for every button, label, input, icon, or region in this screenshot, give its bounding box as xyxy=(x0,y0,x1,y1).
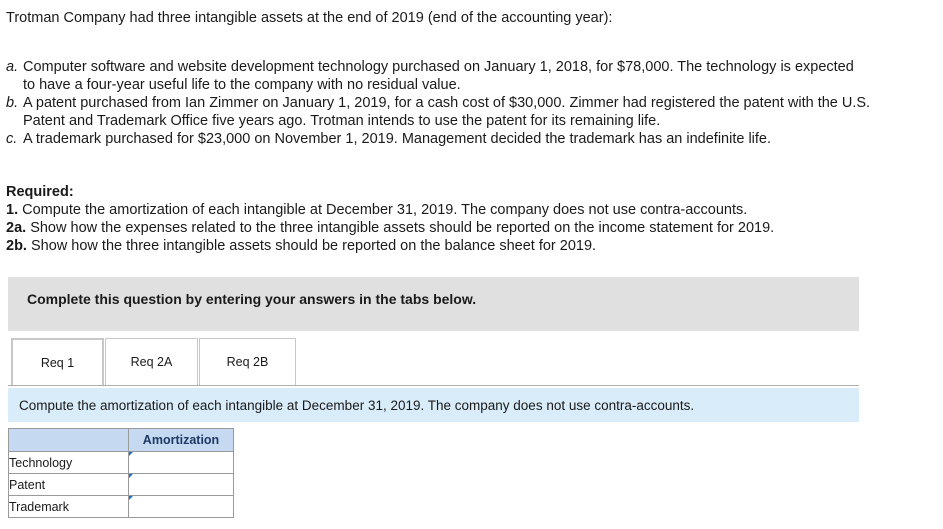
instruction-text: Complete this question by entering your answers in the tabs below. xyxy=(27,291,477,307)
table-row xyxy=(9,474,234,496)
asset-item-b xyxy=(6,94,940,130)
required-number: 1. xyxy=(6,202,19,218)
required-item-2b xyxy=(6,237,774,255)
required-item-1 xyxy=(6,201,774,219)
asset-item-a xyxy=(6,58,940,94)
tab-req-2a[interactable] xyxy=(105,338,198,386)
tab-label: Req 1 xyxy=(40,355,75,370)
amortization-column-header: Amortization xyxy=(129,429,234,452)
required-text: Compute the amortization of each intangible at December 31, 2019. The company does not use contra-accounts. xyxy=(18,202,748,218)
input-marker-icon xyxy=(129,496,133,500)
item-line: Computer software and website development technology purchased on January 1, 2018, for $78,000. The technology is expected xyxy=(23,59,854,75)
item-letter: c. xyxy=(6,131,18,147)
tab-description-text: Compute the amortization of each intangible at December 31, 2019. The company does not use contra-accounts. xyxy=(19,398,695,413)
technology-amortization-cell xyxy=(129,452,234,474)
tab-req-2b[interactable] xyxy=(199,338,296,386)
trademark-amortization-input[interactable] xyxy=(129,497,233,516)
trademark-amortization-cell xyxy=(129,496,234,518)
item-line: to have a four-year useful life to the company with no residual value. xyxy=(23,77,461,93)
row-label-technology: Technology xyxy=(9,452,129,474)
required-heading: Required: xyxy=(6,184,74,200)
required-number: 2a. xyxy=(6,220,27,236)
table-header-blank xyxy=(9,429,129,452)
item-line: Patent and Trademark Office five years ago. Trotman intends to use the patent for its remaining life. xyxy=(23,113,661,129)
item-letter: a. xyxy=(6,59,19,75)
tab-description-banner xyxy=(8,388,859,422)
input-marker-icon xyxy=(129,474,133,478)
tab-label: Req 2A xyxy=(130,355,173,369)
asset-list xyxy=(6,58,940,148)
item-line: A trademark purchased for $23,000 on November 1, 2019. Management decided the trademark has an indefinite life. xyxy=(23,131,772,147)
tab-divider xyxy=(8,385,859,386)
patent-amortization-cell xyxy=(129,474,234,496)
item-letter: b. xyxy=(6,95,19,111)
required-item-2a xyxy=(6,219,774,237)
problem-intro: Trotman Company had three intangible assets at the end of 2019 (end of the accounting year): xyxy=(6,10,613,26)
required-text: Show how the three intangible assets should be reported on the balance sheet for 2019. xyxy=(26,238,597,254)
row-label-patent: Patent xyxy=(9,474,129,496)
item-line: A patent purchased from Ian Zimmer on January 1, 2019, for a cash cost of $30,000. Zimmer had registered the patent with the U.S. xyxy=(23,95,871,111)
table-row xyxy=(9,452,234,474)
required-text: Show how the expenses related to the three intangible assets should be reported on the income statement for 2019. xyxy=(26,220,775,236)
tab-bar xyxy=(8,338,859,386)
asset-item-c xyxy=(6,130,940,148)
patent-amortization-input[interactable] xyxy=(129,475,233,494)
input-marker-icon xyxy=(129,452,133,456)
table-header-row xyxy=(9,429,234,452)
required-number: 2b. xyxy=(6,238,27,254)
required-section xyxy=(6,183,774,255)
row-label-trademark: Trademark xyxy=(9,496,129,518)
amortization-table xyxy=(8,428,234,518)
tab-req-1[interactable] xyxy=(11,338,104,387)
tab-label: Req 2B xyxy=(226,355,269,369)
table-row xyxy=(9,496,234,518)
technology-amortization-input[interactable] xyxy=(129,453,233,472)
instruction-banner xyxy=(8,277,859,331)
